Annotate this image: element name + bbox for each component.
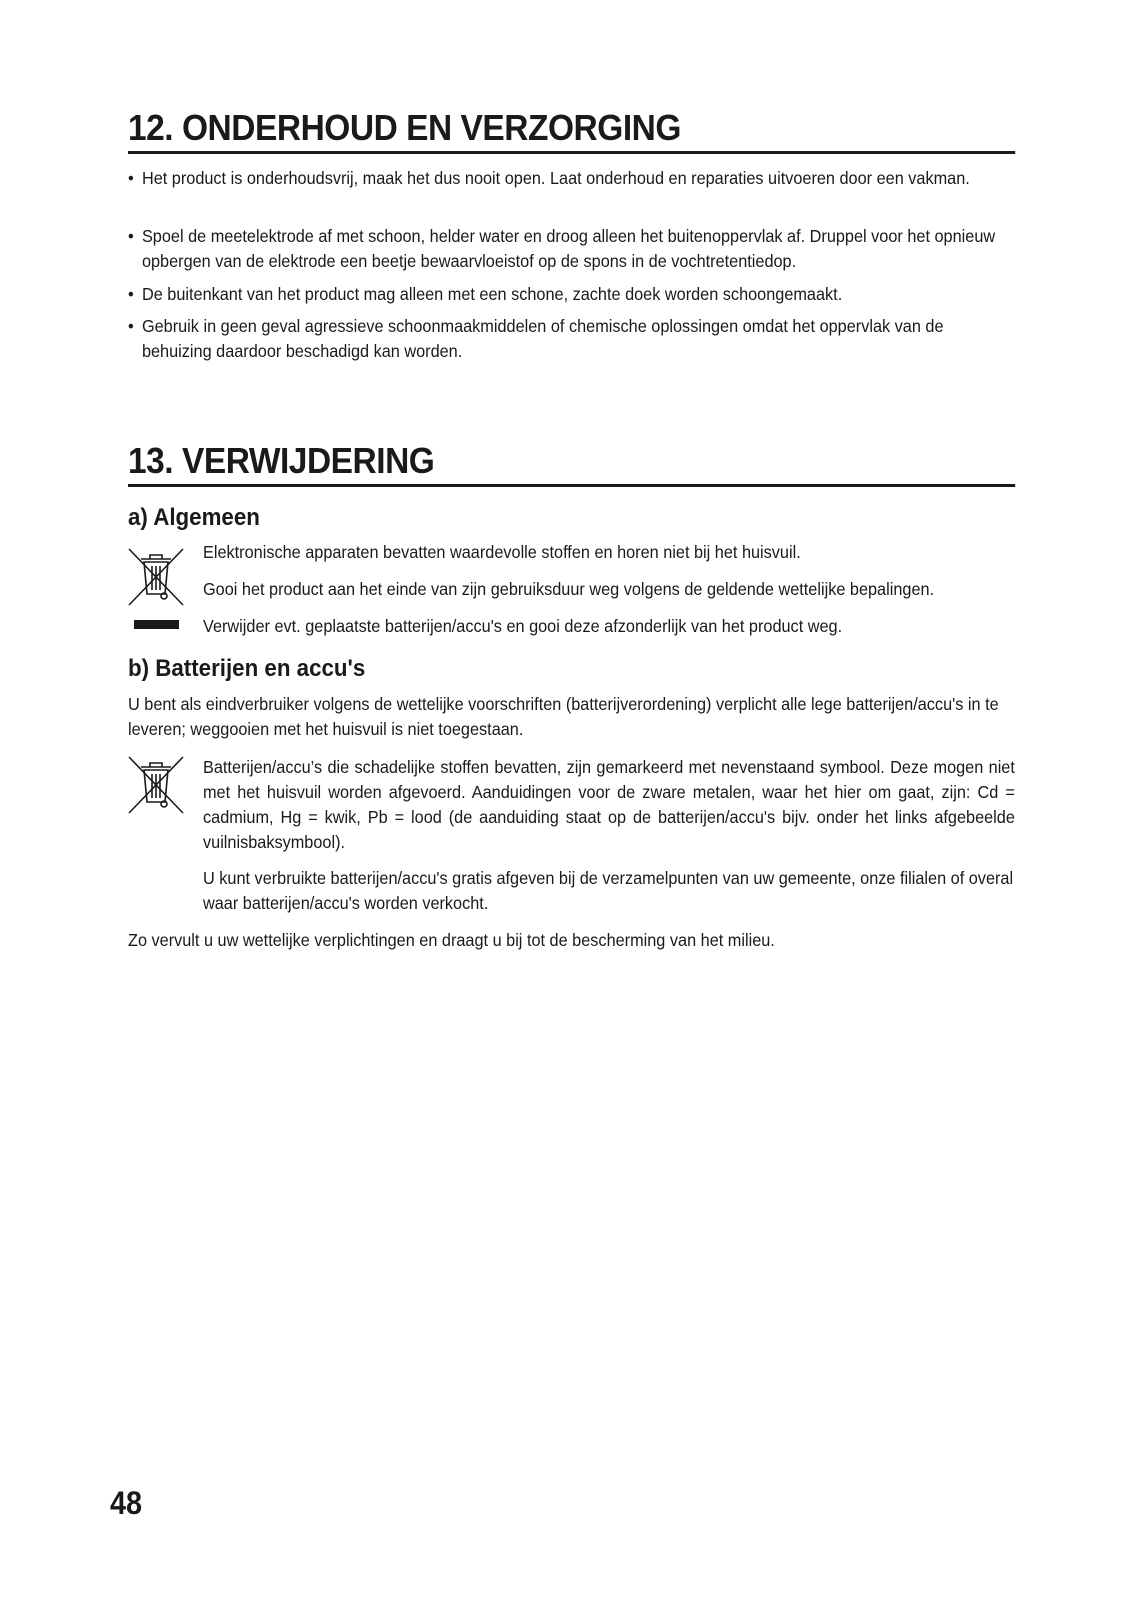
batteries-hazard-paragraph: Batterijen/accu’s die schadelijke stoffen bevatten, zijn gemarkeerd met nevenstaand symbool. Deze mogen niet met het huisvuil worden afgevoerd. Aanduidingen voor de zware metalen, waar het hier om gaat, zijn: Cd = cadmium, Hg = kwik, Pb = lood (de aanduiding staat op de batterijen/accu's bijv. onder het links afgebeelde vuilnisbaksymbool).	[203, 757, 1015, 852]
batteries-subheading: b) Batterijen en accu's	[128, 655, 366, 682]
crossed-out-wheelie-bin-icon	[128, 756, 184, 814]
general-line-2: Gooi het product aan het einde van zijn gebruiksduur weg volgens de geldende wettelijke bepalingen.	[203, 579, 935, 599]
maintenance-bullet-4: • Gebruik in geen geval agressieve schoonmaakmiddelen of chemische oplossingen omdat het oppervlak van de behuizing daardoor beschadigd kan worden.	[128, 314, 1006, 364]
page-number: 48	[110, 1485, 143, 1521]
maintenance-bullet-3: • De buitenkant van het product mag alleen met een schone, zachte doek worden schoongemaakt.	[128, 282, 1006, 307]
batteries-collection-paragraph: U kunt verbruikte batterijen/accu's gratis afgeven bij de verzamelpunten van uw gemeente, onze filialen of overal waar batterijen/accu's worden verkocht.	[203, 868, 1014, 913]
general-line-1: Elektronische apparaten bevatten waardevolle stoffen en horen niet bij het huisvuil.	[203, 542, 801, 562]
batteries-intro: U bent als eindverbruiker volgens de wettelijke voorschriften (batterijverordening) verplicht alle lege batterijen/accu's in te leveren; weggooien met het huisvuil is niet toegestaan.	[128, 694, 999, 739]
maintenance-bullet-1: • Het product is onderhoudsvrij, maak het dus nooit open. Laat onderhoud en reparaties uitvoeren door een vakman.	[128, 166, 1006, 191]
maintenance-bullet-2: • Spoel de meetelektrode af met schoon, helder water en droog alleen het buitenoppervlak af. Druppel voor het opnieuw opbergen van de elektrode een beetje bewaarvloeistof op de spons in de vochtretentiedop.	[128, 224, 1006, 274]
general-subheading: a) Algemeen	[128, 504, 260, 531]
general-line-3: Verwijder evt. geplaatste batterijen/accu's en gooi deze afzonderlijk van het product weg.	[203, 616, 843, 636]
section-12-heading: 12. ONDERHOUD EN VERZORGING	[128, 110, 1015, 154]
crossed-out-wheelie-bin-icon	[128, 548, 184, 606]
batteries-closing: Zo vervult u uw wettelijke verplichtingen en draagt u bij tot de bescherming van het milieu.	[128, 930, 775, 950]
separate-collection-bar	[134, 620, 179, 629]
section-13-heading: 13. VERWIJDERING	[128, 443, 1015, 487]
